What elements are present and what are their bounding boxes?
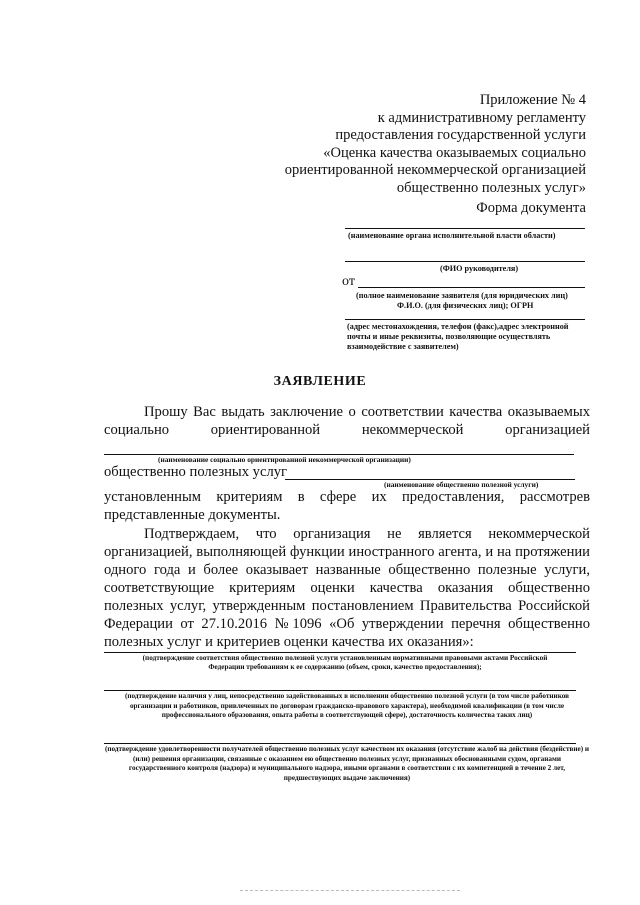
org-name-caption: (наименование социально ориентированной некоммерческой организации)	[158, 455, 411, 464]
note-line	[104, 690, 576, 691]
header-line: «Оценка качества оказываемых социально	[323, 144, 586, 161]
header-line: ориентированной некоммерческой организацией	[284, 162, 586, 179]
fio-caption: (ФИО руководителя)	[440, 264, 519, 273]
note-line	[104, 652, 576, 653]
body-line: представленные документы.	[104, 507, 281, 523]
header-line: общественно полезных услуг»	[396, 179, 586, 196]
body-line: полезных услуг и критериев оценки качества их оказания»:	[104, 634, 474, 650]
from-label: от	[342, 274, 355, 289]
applicant-caption: Ф.И.О. (для физических лиц); ОГРН	[397, 301, 534, 310]
address-caption: взаимодействие с заявителем)	[347, 342, 459, 351]
organ-caption: (наименование органа исполнительной власти области)	[348, 231, 556, 240]
note-line	[104, 743, 576, 744]
address-line	[345, 319, 585, 320]
address-caption: почты и иные реквизиты, позволяющие осуществлять	[347, 332, 551, 341]
fio-line	[345, 261, 585, 262]
note-caption: (подтверждение удовлетворенности получателей общественно полезных услуг качеством их оказания (отсутствие жалоб на действия (бездействие) и (или) решения организации, связанные с оказанием ею общественно полезных услуг, признанных обоснованными судом, органами государственного контроля (надзора) и муниципального надзора, иными органами в соответствии с их компетенцией в течение 2 лет, предшествующих выдаче заключения)	[104, 745, 590, 782]
body-line: установленным критериям в сфере их предоставления, рассмотрев	[104, 489, 590, 505]
header-line: Приложение № 4	[479, 92, 586, 108]
document-title: ЗАЯВЛЕНИЕ	[273, 374, 367, 389]
body-line: организацией, выполняющей функции иностранного агента, и на протяжении	[104, 544, 590, 560]
appendix-header	[226, 92, 586, 198]
body-line: Федерации от 27.10.2016 №1096 «Об утверждении перечня общественно	[104, 616, 590, 632]
organ-line	[345, 228, 585, 229]
body-line: общественно полезных услуг	[104, 464, 288, 480]
service-caption: (наименование общественно полезной услуги)	[384, 480, 539, 489]
note-caption: (подтверждение наличия у лиц, непосредственно задействованных в исполнении общественно полезной услуги (в том числе работников организации и работников, привлеченных по договорам гражданско-правового характера), необходимой квалификации (в том числе профессионального образования, опыта работы в соответствующей сфере), достаточность количества таких лиц)	[124, 692, 570, 720]
applicant-caption: (полное наименование заявителя (для юридических лиц)	[356, 291, 568, 300]
header-line: предоставления государственной услуги	[335, 127, 586, 144]
header-line: к административному регламенту	[377, 109, 586, 126]
page-bottom-mark	[240, 890, 460, 891]
body-line: социально ориентированной некоммерческой организацией	[104, 422, 590, 438]
note-caption: (подтверждение соответствия общественно полезной услуги установленным нормативными правовыми актами Российской Федерации требованиям к ее содержанию (объем, сроки, качество предоставления);	[142, 654, 548, 672]
applicant-line	[358, 287, 585, 288]
body-line: одного года и более оказывает названные общественно полезные услуги,	[104, 562, 590, 578]
body-line: полезных услуг, утвержденным постановлением Правительства Российской	[104, 598, 590, 614]
form-label: Форма документа	[476, 200, 586, 216]
address-caption: (адрес местонахождения, телефон (факс),адрес электронной	[347, 322, 569, 331]
body-line: Прошу Вас выдать заключение о соответствии качества оказываемых	[144, 404, 590, 420]
body-line: соответствующие критериям оценки качества оказания общественно	[104, 580, 590, 596]
body-line: Подтверждаем, что организация не является некоммерческой	[144, 526, 590, 542]
